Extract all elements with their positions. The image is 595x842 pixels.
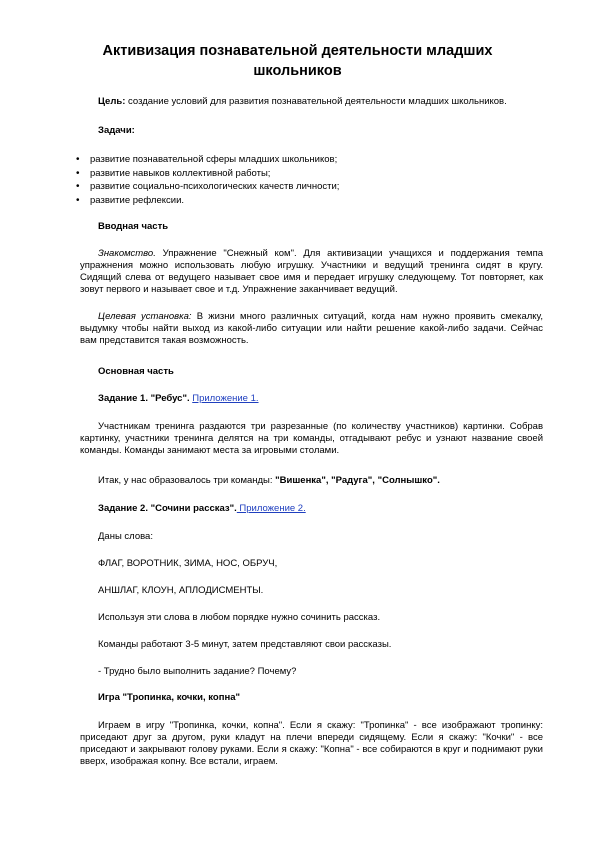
list-item: • развитие познавательной сферы младших школьников; bbox=[0, 153, 339, 167]
tasks-list bbox=[0, 153, 339, 207]
game-paragraph: Играем в игру "Тропинка, кочки, копна". Если я скажу: "Тропинка" - все изображают тропинку: приседают друг за другом, руки кладут на плечи впереди сидящему. Если я скажу: "Кочки" - все приседают и закрывают голову руками. Если я скажу: "Копна" - все собираются в круг и поднимают руки вверх, изображая копну. Все встали, играем. bbox=[80, 720, 543, 767]
instruction-line: Используя эти слова в любом порядке нужно сочинить рассказ. bbox=[98, 612, 381, 623]
task1-paragraph: Участникам тренинга раздаются три разрезанные (по количеству участников) картинки. Собрав картинку, участники тренинга делятся на три команды, отгадывают ребус и узнают название своей команды. Команды занимают места за игровыми столами. bbox=[80, 421, 543, 456]
document-title: Активизация познавательной деятельности младших школьников bbox=[102, 43, 493, 79]
teams-names: "Вишенка", "Радуга", "Солнышко". bbox=[275, 475, 440, 486]
tasks-heading: Задачи: bbox=[98, 125, 135, 136]
target-label: Целевая установка: bbox=[98, 311, 192, 322]
goal-label: Цель: bbox=[98, 96, 126, 107]
list-item: • развитие навыков коллективной работы; bbox=[0, 167, 339, 181]
time-line: Команды работают 3-5 минут, затем представляют свои рассказы. bbox=[98, 639, 392, 650]
task1-heading bbox=[98, 393, 543, 405]
words-line-1: ФЛАГ, ВОРОТНИК, ЗИМА, НОС, ОБРУЧ, bbox=[98, 558, 278, 569]
target-text: В жизни много различных ситуаций, когда нам нужно проявить смекалку, выдумку чтобы найти выход из какой-либо ситуации или найти решение какой-либо задачи. Сейчас вам представится такая возможность. bbox=[80, 311, 543, 346]
teams-prefix: Итак, у нас образовалось три команды: bbox=[98, 475, 276, 486]
intro-heading: Вводная часть bbox=[98, 221, 169, 232]
list-item: • развитие рефлексии. bbox=[0, 194, 339, 208]
words-line-2: АНШЛАГ, КЛОУН, АПЛОДИСМЕНТЫ. bbox=[98, 585, 264, 596]
acquaintance-label: Знакомство. bbox=[98, 248, 156, 259]
target-paragraph bbox=[80, 311, 543, 347]
given-words-label: Даны слова: bbox=[98, 531, 153, 542]
main-heading: Основная часть bbox=[98, 366, 174, 377]
question-line: - Трудно было выполнить задание? Почему? bbox=[98, 666, 297, 677]
teams-paragraph bbox=[98, 475, 543, 487]
acquaintance-text: Упражнение "Снежный ком". Для активизации учащихся и поддержания темпа упражнения можно использовать любую игрушку. Участники и ведущий тренинга сидят в кругу. Сидящий слева от ведущего называет свое имя и передает игрушку следующему. Тот повторяет, как зовут первого и называет свое и т.д. Упражнение заканчивает ведущий. bbox=[80, 248, 543, 295]
goal-text: создание условий для развития познавательной деятельности младших школьников. bbox=[125, 96, 507, 107]
list-item: • развитие социально-психологических качеств личности; bbox=[0, 180, 339, 194]
appendix-1-link[interactable]: Приложение 1. bbox=[192, 393, 259, 404]
task2-label: Задание 2. "Сочини рассказ". bbox=[98, 503, 237, 514]
game-heading: Игра "Тропинка, кочки, копна" bbox=[98, 692, 240, 703]
appendix-2-link[interactable]: Приложение 2. bbox=[236, 503, 306, 514]
acquaintance-paragraph bbox=[80, 248, 543, 296]
goal-paragraph bbox=[98, 96, 543, 108]
task1-label: Задание 1. "Ребус". bbox=[98, 393, 190, 404]
task2-heading bbox=[98, 503, 543, 515]
